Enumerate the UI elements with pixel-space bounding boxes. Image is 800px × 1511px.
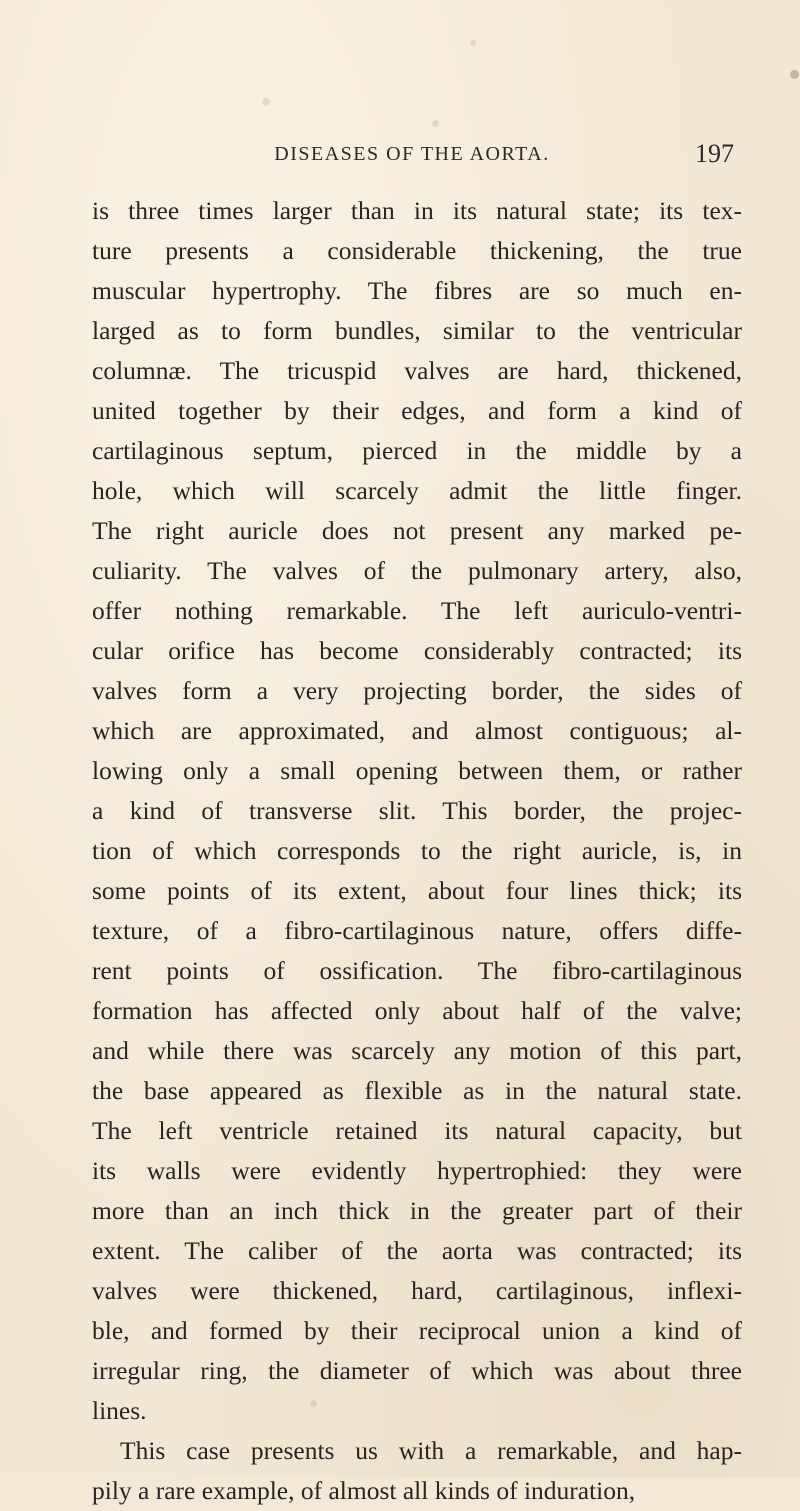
text-line: extent. The caliber of the aorta was contracted; its [92, 1236, 742, 1265]
text-line: united together by their edges, and form a kind of [92, 396, 742, 425]
page-header [92, 139, 734, 177]
text-line: valves were thickened, hard, cartilaginous, inflexi- [92, 1276, 742, 1305]
text-line: more than an inch thick in the greater part of their [92, 1196, 742, 1225]
running-head: DISEASES OF THE AORTA. [274, 143, 550, 165]
text-line: The left ventricle retained its natural capacity, but [92, 1116, 742, 1145]
text-line: some points of its extent, about four lines thick; its [92, 876, 742, 905]
text-line: This case presents us with a remarkable, and hap- [120, 1436, 742, 1465]
text-line: its walls were evidently hypertrophied: they were [92, 1156, 742, 1185]
text-line: a kind of transverse slit. This border, the projec- [92, 796, 742, 825]
text-line: rent points of ossification. The fibro-cartilaginous [92, 956, 742, 985]
body-text [92, 191, 742, 1511]
text-line: valves form a very projecting border, the sides of [92, 676, 742, 705]
text-line: tion of which corresponds to the right auricle, is, in [92, 836, 742, 865]
foxing-spot [470, 40, 476, 46]
text-line: cartilaginous septum, pierced in the middle by a [92, 436, 742, 465]
text-line: lines. [92, 1396, 147, 1425]
text-line: The right auricle does not present any marked pe- [92, 516, 742, 545]
text-line: hole, which will scarcely admit the little finger. [92, 476, 742, 505]
text-line: the base appeared as flexible as in the natural state. [92, 1076, 742, 1105]
text-line: lowing only a small opening between them, or rather [92, 756, 742, 785]
text-line: muscular hypertrophy. The fibres are so much en- [92, 276, 742, 305]
text-line: cular orifice has become considerably contracted; its [92, 636, 742, 665]
foxing-spot [262, 98, 270, 106]
text-line: texture, of a fibro-cartilaginous nature, offers diffe- [92, 916, 742, 945]
text-line: and while there was scarcely any motion of this part, [92, 1036, 742, 1065]
text-line: culiarity. The valves of the pulmonary artery, also, [92, 556, 742, 585]
text-line: pily a rare example, of almost all kinds of induration, [92, 1476, 636, 1505]
foxing-spot [432, 120, 439, 127]
text-line: columnæ. The tricuspid valves are hard, thickened, [92, 356, 742, 385]
text-line: formation has affected only about half of the valve; [92, 996, 742, 1025]
text-line: irregular ring, the diameter of which was about three [92, 1356, 742, 1385]
text-line: which are approximated, and almost contiguous; al- [92, 716, 742, 745]
text-line: is three times larger than in its natural state; its tex- [92, 196, 742, 225]
foxing-spot [790, 70, 799, 79]
text-line: offer nothing remarkable. The left auriculo-ventri- [92, 596, 742, 625]
page-number: 197 [695, 139, 734, 168]
text-line: ble, and formed by their reciprocal union a kind of [92, 1316, 742, 1345]
text-line: larged as to form bundles, similar to the ventricular [92, 316, 742, 345]
text-line: ture presents a considerable thickening, the true [92, 236, 742, 265]
